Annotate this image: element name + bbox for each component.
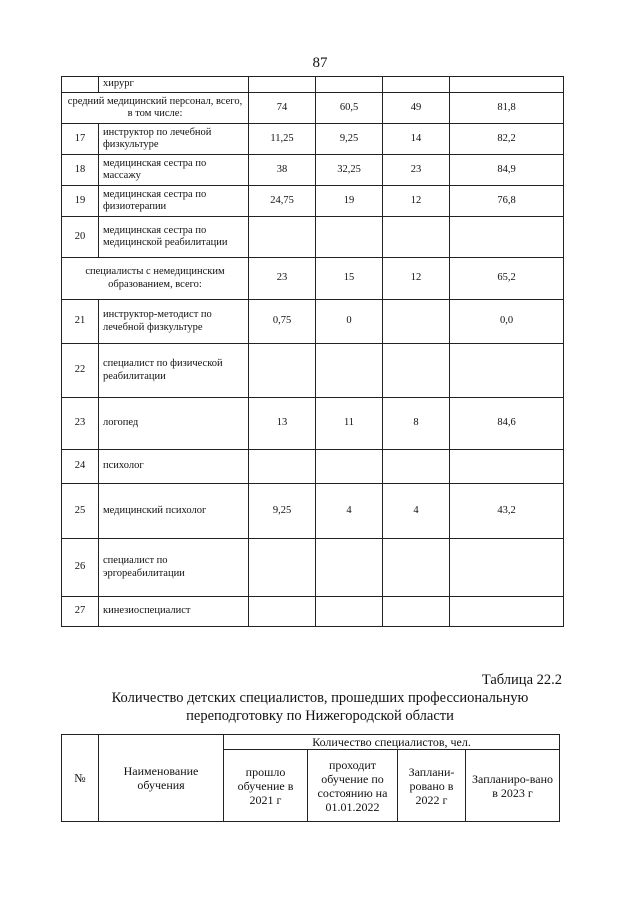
value-cell: [249, 344, 316, 398]
table-row: [62, 539, 564, 597]
value-cell: 38: [249, 155, 316, 186]
table-row: [62, 300, 564, 344]
table-row: [62, 217, 564, 258]
table-row: [62, 77, 564, 93]
row-number: 18: [62, 155, 99, 186]
value-cell: [383, 344, 450, 398]
value-cell: 0,75: [249, 300, 316, 344]
value-cell: 15: [316, 258, 383, 300]
value-cell: [316, 217, 383, 258]
table-row: [62, 186, 564, 217]
table-row: [62, 344, 564, 398]
value-cell: 84,9: [450, 155, 564, 186]
row-name: специалист по эргореабилитации: [99, 539, 249, 597]
value-cell: 4: [316, 484, 383, 539]
value-cell: 11,25: [249, 124, 316, 155]
value-cell: [249, 450, 316, 484]
value-cell: [450, 77, 564, 93]
row-name: инструктор-методист по лечебной физкультуре: [99, 300, 249, 344]
value-cell: 12: [383, 258, 450, 300]
value-cell: 9,25: [316, 124, 383, 155]
row-number: 25: [62, 484, 99, 539]
table-title-line-2: переподготовку по Нижегородской области: [186, 708, 454, 724]
group-label: средний медицинский персонал, всего, в том числе:: [62, 93, 249, 124]
value-cell: [316, 344, 383, 398]
value-cell: [450, 344, 564, 398]
header-sub-4: Запланиро-вано в 2023 г: [466, 750, 560, 822]
row-name: кинезиоспециалист: [99, 597, 249, 627]
value-cell: 19: [316, 186, 383, 217]
value-cell: 23: [383, 155, 450, 186]
value-cell: 14: [383, 124, 450, 155]
row-name: медицинская сестра по массажу: [99, 155, 249, 186]
row-number: [62, 77, 99, 93]
value-cell: [383, 597, 450, 627]
retraining-table: [61, 734, 560, 822]
header-sub-2: проходит обучение по состоянию на 01.01.2022: [308, 750, 398, 822]
value-cell: [249, 217, 316, 258]
specialists-table: [61, 76, 564, 627]
header-num: №: [62, 735, 99, 822]
row-name: инструктор по лечебной физкультуре: [99, 124, 249, 155]
value-cell: 81,8: [450, 93, 564, 124]
value-cell: [450, 217, 564, 258]
group-label: специалисты с немедицинским образованием, всего:: [62, 258, 249, 300]
row-number: 24: [62, 450, 99, 484]
table-label: Таблица 22.2: [481, 672, 562, 688]
value-cell: [249, 597, 316, 627]
value-cell: 8: [383, 398, 450, 450]
value-cell: 0: [316, 300, 383, 344]
value-cell: [316, 77, 383, 93]
value-cell: 76,8: [450, 186, 564, 217]
table-row: [62, 450, 564, 484]
value-cell: [450, 597, 564, 627]
value-cell: [450, 539, 564, 597]
table-row: [62, 597, 564, 627]
value-cell: [316, 597, 383, 627]
header-sub-3: Заплани-ровано в 2022 г: [398, 750, 466, 822]
value-cell: [383, 217, 450, 258]
value-cell: [383, 539, 450, 597]
row-number: 23: [62, 398, 99, 450]
value-cell: 23: [249, 258, 316, 300]
value-cell: 84,6: [450, 398, 564, 450]
value-cell: 11: [316, 398, 383, 450]
value-cell: [249, 77, 316, 93]
value-cell: 65,2: [450, 258, 564, 300]
header-group: Количество специалистов, чел.: [224, 735, 560, 750]
value-cell: 9,25: [249, 484, 316, 539]
table-row: [62, 484, 564, 539]
value-cell: 43,2: [450, 484, 564, 539]
row-name: специалист по физической реабилитации: [99, 344, 249, 398]
page-number: 87: [312, 55, 328, 71]
value-cell: [383, 300, 450, 344]
value-cell: 74: [249, 93, 316, 124]
row-number: 19: [62, 186, 99, 217]
value-cell: 13: [249, 398, 316, 450]
value-cell: [383, 77, 450, 93]
row-number: 20: [62, 217, 99, 258]
row-number: 22: [62, 344, 99, 398]
row-number: 17: [62, 124, 99, 155]
row-name: логопед: [99, 398, 249, 450]
row-name: хирург: [99, 77, 249, 93]
group-row: [62, 258, 564, 300]
row-name: медицинская сестра по медицинской реабилитации: [99, 217, 249, 258]
value-cell: [450, 450, 564, 484]
group-row: [62, 93, 564, 124]
table-title-line-1: Количество детских специалистов, прошедших профессиональную: [111, 690, 529, 706]
value-cell: 24,75: [249, 186, 316, 217]
header-name: Наименование обучения: [99, 735, 224, 822]
row-number: 21: [62, 300, 99, 344]
header-sub-1: прошло обучение в 2021 г: [224, 750, 308, 822]
row-name: медицинская сестра по физиотерапии: [99, 186, 249, 217]
value-cell: 12: [383, 186, 450, 217]
value-cell: [383, 450, 450, 484]
value-cell: 60,5: [316, 93, 383, 124]
value-cell: 4: [383, 484, 450, 539]
row-name: психолог: [99, 450, 249, 484]
value-cell: 32,25: [316, 155, 383, 186]
row-number: 27: [62, 597, 99, 627]
row-number: 26: [62, 539, 99, 597]
value-cell: [316, 539, 383, 597]
row-name: медицинский психолог: [99, 484, 249, 539]
value-cell: [249, 539, 316, 597]
value-cell: 0,0: [450, 300, 564, 344]
value-cell: 82,2: [450, 124, 564, 155]
value-cell: [316, 450, 383, 484]
table-row: [62, 124, 564, 155]
table-row: [62, 398, 564, 450]
value-cell: 49: [383, 93, 450, 124]
table-row: [62, 155, 564, 186]
